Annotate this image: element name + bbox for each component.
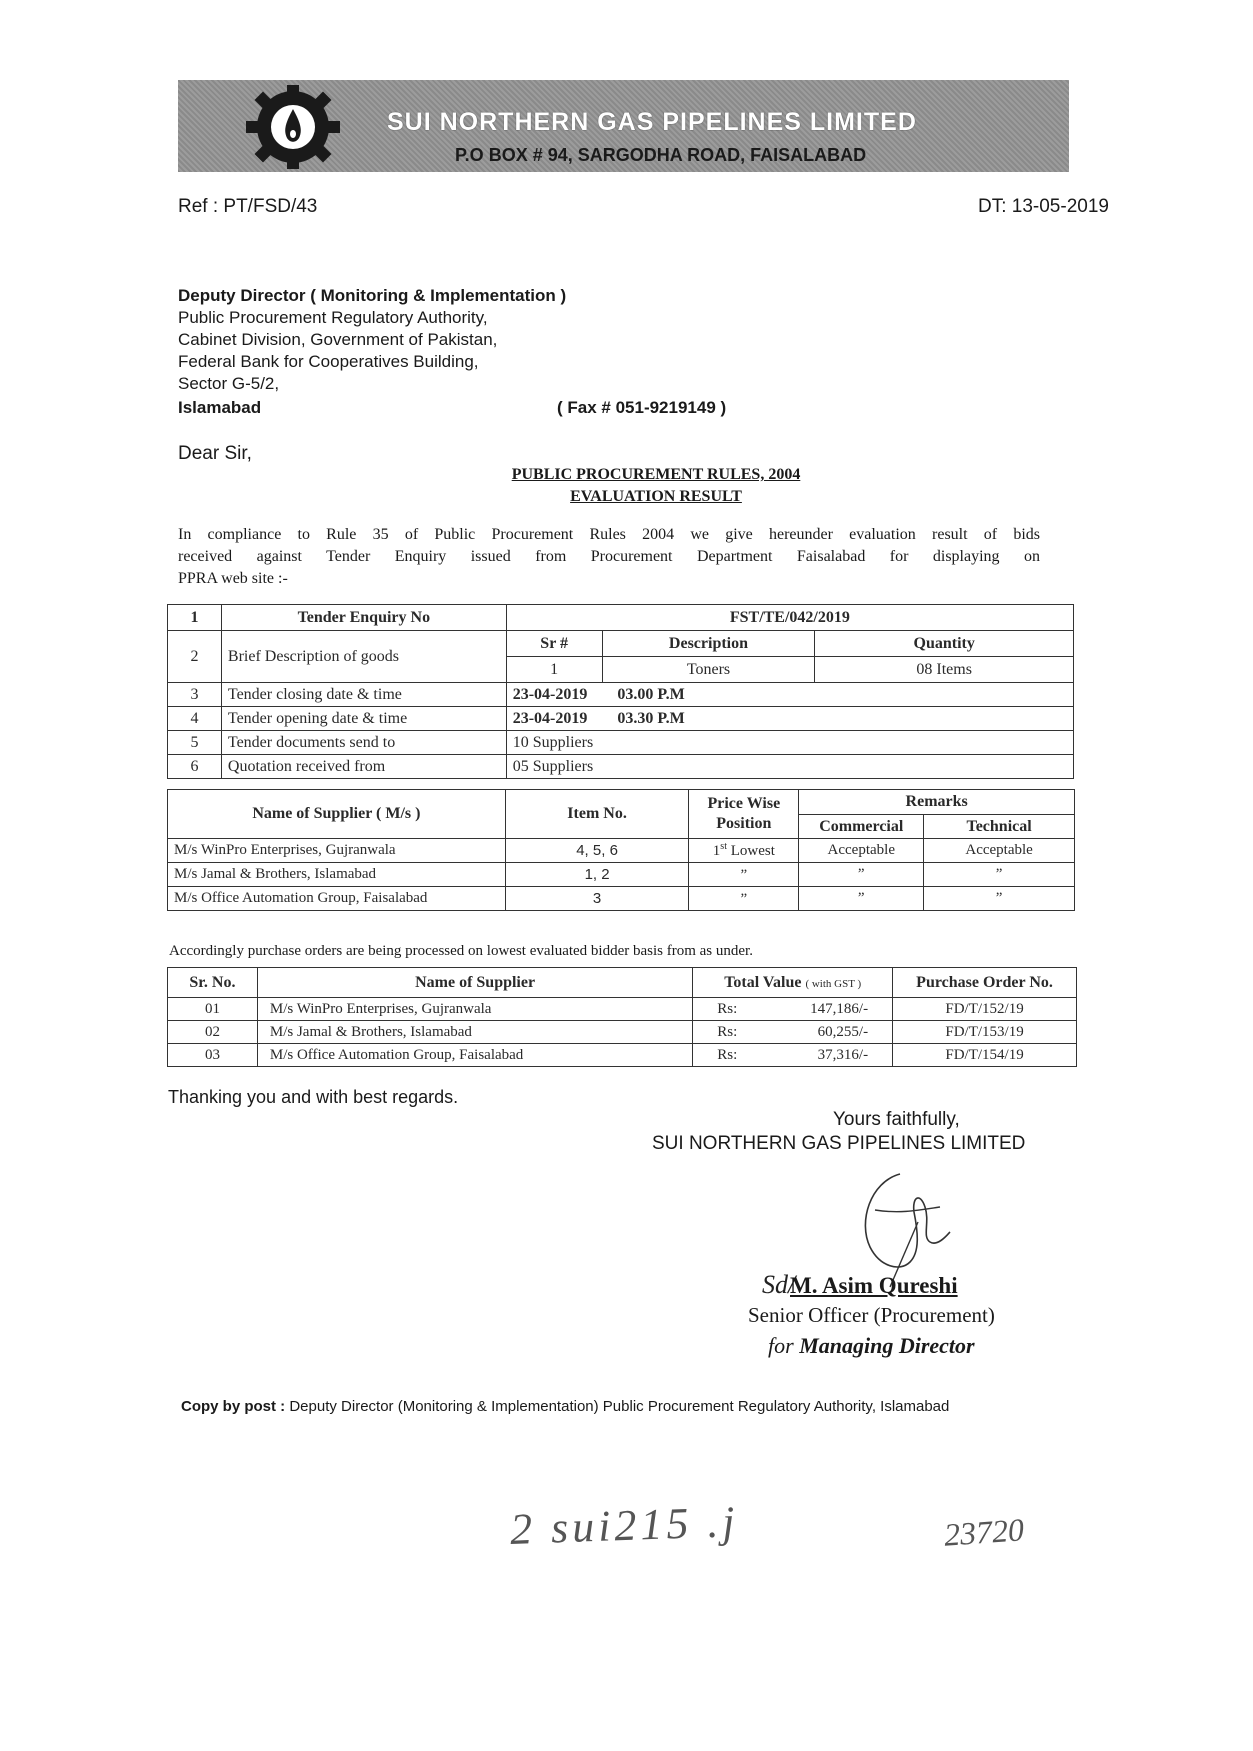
for-prefix: for (768, 1333, 794, 1358)
copy-text: Deputy Director (Monitoring & Implementation) Public Procurement Regulatory Authority, Islamabad (285, 1398, 950, 1415)
supplier-name: M/s WinPro Enterprises, Gujranwala (257, 998, 692, 1021)
header-remarks: Remarks (799, 790, 1075, 815)
header-item-no: Item No. (505, 790, 689, 839)
row-label: Tender opening date & time (221, 707, 506, 731)
company-signoff: SUI NORTHERN GAS PIPELINES LIMITED (652, 1133, 1026, 1154)
total-value-label: Total Value (724, 973, 802, 991)
recipient-city: Islamabad (178, 398, 262, 417)
reference-number: Ref : PT/FSD/43 (178, 196, 318, 217)
row-number: 5 (168, 731, 222, 755)
item-no: 3 (505, 887, 689, 911)
copy-by-post (181, 1398, 949, 1415)
header-price-line: Price Wise (707, 795, 781, 812)
supplier-name: M/s Jamal & Brothers, Islamabad (168, 863, 506, 887)
tender-table (167, 604, 1074, 779)
position-number: 1 (712, 843, 721, 859)
subject-line-1: PUBLIC PROCUREMENT RULES, 2004 (511, 466, 801, 483)
row-number: 3 (168, 683, 222, 707)
recipient-title: Deputy Director ( Monitoring & Implementation ) (178, 286, 567, 305)
sr-no: 01 (168, 998, 258, 1021)
tender-enquiry-number: FST/TE/042/2019 (506, 605, 1073, 631)
header-price-position (689, 790, 799, 839)
closing-date: 23-04-2019 (512, 685, 588, 703)
table-row (168, 863, 1075, 887)
body-line: PPRA web site :- (178, 570, 288, 587)
goods-cell: Toners (602, 657, 815, 683)
recipient-fax: ( Fax # 051-9219149 ) (557, 398, 727, 417)
goods-cell: 1 (506, 657, 602, 683)
supplier-name: M/s WinPro Enterprises, Gujranwala (168, 839, 506, 863)
commercial-remark: ” (799, 887, 924, 911)
supplier-name: M/s Office Automation Group, Faisalabad (168, 887, 506, 911)
table-row (168, 731, 1074, 755)
opening-datetime (506, 707, 1073, 731)
header-position-line: Position (716, 815, 772, 832)
position-suffix: st (720, 841, 727, 852)
total-value (693, 1044, 893, 1067)
table-row (168, 605, 1074, 631)
signatory-designation: Senior Officer (Procurement) (748, 1303, 995, 1327)
technical-remark: Acceptable (924, 839, 1075, 863)
header-sr-no: Sr. No. (168, 968, 258, 998)
table-row (168, 631, 1074, 657)
header-total-value (693, 968, 893, 998)
company-address: P.O BOX # 94, SARGODHA ROAD, FAISALABAD (455, 145, 867, 165)
row-label: Tender documents send to (221, 731, 506, 755)
table-row (168, 755, 1074, 779)
currency: Rs: (717, 1023, 738, 1040)
currency: Rs: (717, 1000, 738, 1017)
table-row (168, 998, 1077, 1021)
body-line: In compliance to Rule 35 of Public Procurement Rules 2004 we give hereunder evaluation result of bids (178, 526, 1040, 543)
supplier-name: M/s Jamal & Brothers, Islamabad (257, 1021, 692, 1044)
header-supplier-name: Name of Supplier (257, 968, 692, 998)
row-label: Quotation received from (221, 755, 506, 779)
signatory-name: M. Asim Qureshi (790, 1273, 958, 1298)
currency: Rs: (717, 1046, 738, 1063)
position-number: ” (740, 891, 748, 907)
signatory-initials: Sd/ (762, 1270, 796, 1299)
header-commercial: Commercial (799, 815, 924, 839)
recipient-line: Cabinet Division, Government of Pakistan, (178, 330, 498, 349)
amount: 147,186/- (810, 1000, 869, 1017)
sr-no: 03 (168, 1044, 258, 1067)
handwritten-note: 2 sui215 .j (509, 1497, 740, 1554)
table-row (168, 1044, 1077, 1067)
subject-line-2: EVALUATION RESULT (570, 488, 742, 505)
po-intro: Accordingly purchase orders are being processed on lowest evaluated bidder basis from as under. (169, 943, 753, 959)
copy-label: Copy by post : (181, 1398, 286, 1415)
total-value (693, 998, 893, 1021)
po-number: FD/T/154/19 (893, 1044, 1077, 1067)
table-row (168, 790, 1075, 815)
sr-no: 02 (168, 1021, 258, 1044)
recipient-line: Public Procurement Regulatory Authority, (178, 308, 488, 327)
price-position (689, 863, 799, 887)
row-number: 2 (168, 631, 222, 683)
item-no: 1, 2 (505, 863, 689, 887)
closing-datetime (506, 683, 1073, 707)
supplier-name: M/s Office Automation Group, Faisalabad (257, 1044, 692, 1067)
header-supplier-name: Name of Supplier ( M/s ) (168, 790, 506, 839)
table-row (168, 683, 1074, 707)
row-label: Tender Enquiry No (221, 605, 506, 631)
signatory-for (768, 1333, 975, 1359)
po-number: FD/T/153/19 (893, 1021, 1077, 1044)
for-managing-director: Managing Director (799, 1333, 975, 1358)
commercial-remark: ” (799, 863, 924, 887)
technical-remark: ” (924, 887, 1075, 911)
header-technical: Technical (924, 815, 1075, 839)
position-number: ” (740, 867, 748, 883)
total-value-note: ( with GST ) (805, 977, 862, 990)
salutation: Dear Sir, (178, 443, 252, 464)
closing-remark: Thanking you and with best regards. (168, 1087, 459, 1107)
row-label: Tender closing date & time (221, 683, 506, 707)
recipient-line: Federal Bank for Cooperatives Building, (178, 352, 479, 371)
po-number: FD/T/152/19 (893, 998, 1077, 1021)
recipient-line: Sector G-5/2, (178, 374, 280, 393)
table-row (168, 839, 1075, 863)
table-row (168, 707, 1074, 731)
price-position (689, 887, 799, 911)
amount: 60,255/- (817, 1023, 869, 1040)
table-row (168, 968, 1077, 998)
goods-header: Quantity (815, 631, 1074, 657)
total-value (693, 1021, 893, 1044)
company-logo (233, 82, 353, 172)
purchase-order-table (167, 967, 1077, 1067)
header-po-number: Purchase Order No. (893, 968, 1077, 998)
price-position (689, 839, 799, 863)
technical-remark: ” (924, 863, 1075, 887)
goods-header: Description (602, 631, 815, 657)
goods-cell: 08 Items (815, 657, 1074, 683)
row-number: 6 (168, 755, 222, 779)
closing-time: 03.00 P.M (617, 685, 685, 703)
position-text: Lowest (726, 843, 775, 859)
opening-time: 03.30 P.M (617, 709, 685, 727)
amount: 37,316/- (817, 1046, 869, 1063)
company-name: SUI NORTHERN GAS PIPELINES LIMITED (387, 108, 917, 136)
goods-header: Sr # (506, 631, 602, 657)
supplier-evaluation-table (167, 789, 1075, 911)
quotations-received: 05 Suppliers (506, 755, 1073, 779)
item-no: 4, 5, 6 (505, 839, 689, 863)
row-number: 1 (168, 605, 222, 631)
table-row (168, 887, 1075, 911)
documents-sent: 10 Suppliers (506, 731, 1073, 755)
commercial-remark: Acceptable (799, 839, 924, 863)
opening-date: 23-04-2019 (512, 709, 588, 727)
row-number: 4 (168, 707, 222, 731)
row-label: Brief Description of goods (221, 631, 506, 683)
body-line: received against Tender Enquiry issued from Procurement Department Faisalabad for displaying on (178, 548, 1040, 565)
yours-faithfully: Yours faithfully, (833, 1109, 960, 1130)
letter-date: DT: 13-05-2019 (978, 196, 1109, 217)
table-row (168, 1021, 1077, 1044)
handwritten-number: 23720 (942, 1511, 1026, 1553)
